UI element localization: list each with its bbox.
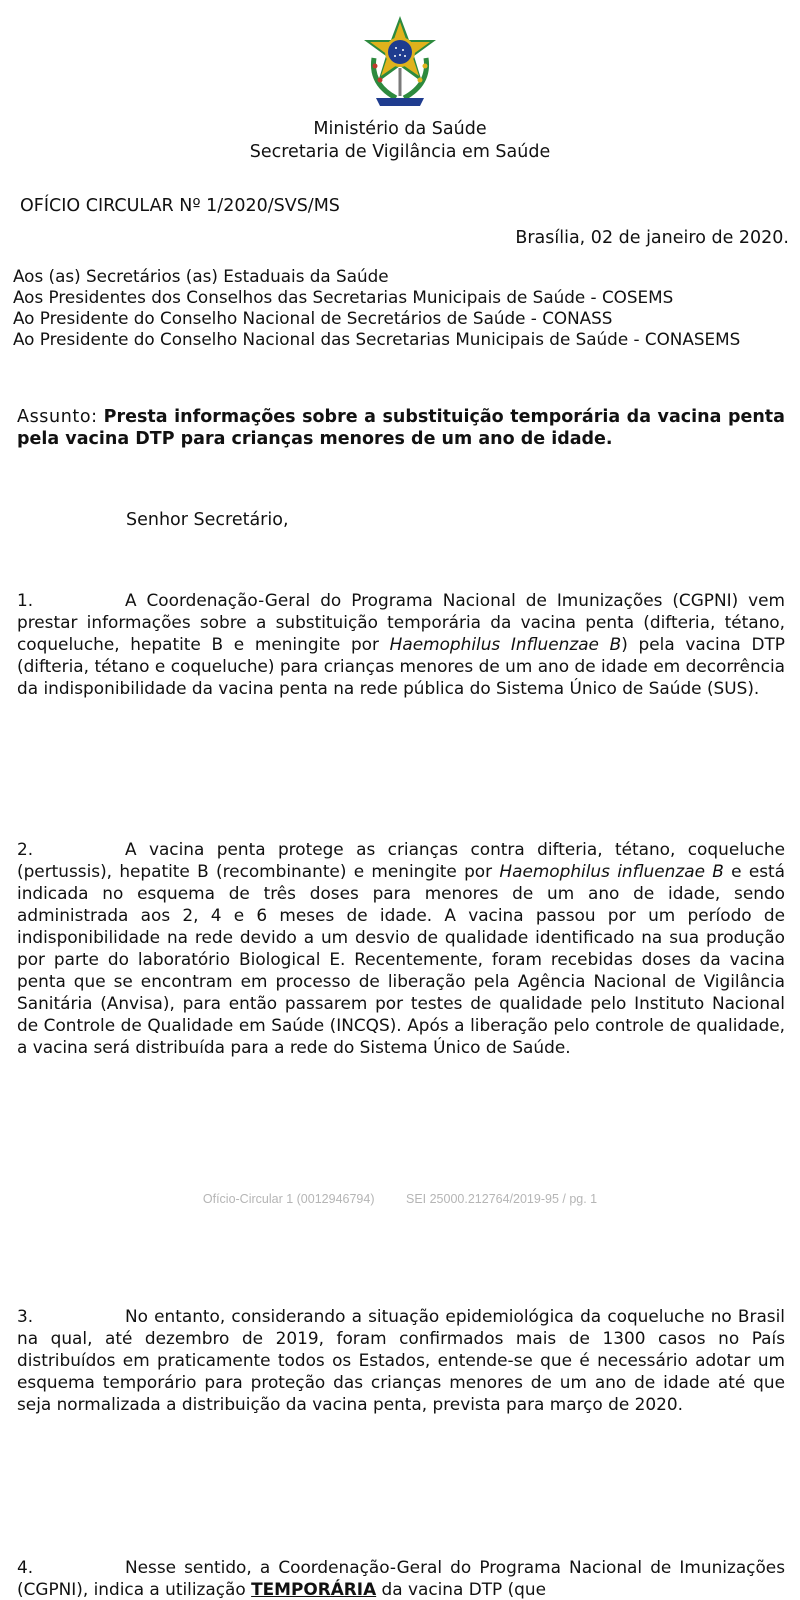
recipient-line: Ao Presidente do Conselho Nacional de Secretários de Saúde - CONASS: [13, 308, 613, 328]
subject-block: [17, 406, 785, 450]
paragraph-number: 2.: [17, 839, 34, 859]
paragraph-2: [17, 838, 785, 1058]
paragraph-4: [17, 1556, 785, 1600]
salutation: Senhor Secretário,: [126, 510, 289, 530]
coat-of-arms-icon: [360, 14, 440, 110]
paragraph-text: da vacina DTP (que: [376, 1579, 547, 1599]
paragraph-text: No entanto, considerando a situação epidemiológica da coqueluche no Brasil na qual, até dezembro de 2019, foram confirmados mais de 1300 casos no País distribuídos em praticamente todos os Estados, entende-se que é necessário adotar um esquema temporário para proteção das crianças menores de um ano de idade até que seja normalizada a distribuição da vacina penta, prevista para março de 2020.: [17, 1306, 785, 1414]
page-footer: [0, 1192, 800, 1206]
paragraph-number: 1.: [17, 590, 34, 610]
paragraph-text: Nesse sentido, a Coordenação-Geral do Programa Nacional de Imunizações (CGPNI), indica a utilização: [17, 1557, 785, 1599]
paragraph-text: A Coordenação-Geral do Programa Nacional de Imunizações (CGPNI) vem prestar informações sobre a substituição temporária da vacina penta (difteria, tétano, coqueluche, hepatite B e meningite por: [17, 590, 785, 654]
paragraph-italic: Haemophilus influenzae B: [499, 861, 724, 881]
letterhead: [0, 118, 800, 164]
highlight-text: TEMPORÁRIA: [251, 1579, 377, 1599]
subject-text: Presta informações sobre a substituição temporária da vacina penta pela vacina DTP para crianças menores de um ano de idade.: [17, 407, 785, 449]
recipients-list: [13, 266, 740, 350]
document-date: Brasília, 02 de janeiro de 2020.: [515, 228, 789, 248]
ministry-name: Ministério da Saúde: [313, 119, 487, 139]
paragraph-3: [17, 1305, 785, 1415]
recipient-line: Ao Presidente do Conselho Nacional das Secretarias Municipais de Saúde - CONASEMS: [13, 329, 741, 349]
footer-doc-ref: Ofício-Circular 1 (0012946794): [202, 1192, 375, 1206]
paragraph-text: ) pela vacina DTP (difteria, tétano e coqueluche) para crianças menores de um ano de idade em decorrência da indisponibilidade da vacina penta na rede pública do Sistema Único de Saúde (SUS).: [17, 634, 785, 698]
document-number: OFÍCIO CIRCULAR Nº 1/2020/SVS/MS: [20, 196, 340, 216]
paragraph-italic: Haemophilus Influenzae B: [389, 634, 622, 654]
paragraph-1: [17, 589, 785, 699]
subject-label: Assunto:: [17, 407, 98, 427]
paragraph-number: 4.: [17, 1557, 34, 1577]
paragraph-text: e está indicada no esquema de três doses para menores de um ano de idade, sendo administrada aos 2, 4 e 6 meses de idade. A vacina passou por um período de indisponibilidade na rede devido a um desvio de qualidade identificado na sua produção por parte do laboratório Biological E. Recentemente, foram recebidas doses da vacina penta que se encontram em processo de liberação pela Agência Nacional de Vigilância Sanitária (Anvisa), para então passarem por testes de qualidade pelo Instituto Nacional de Controle de Qualidade em Saúde (INCQS). Após a liberação pelo controle de qualidade, a vacina será distribuída para a rede do Sistema Único de Saúde.: [17, 861, 786, 1057]
secretariat-name: Secretaria de Vigilância em Saúde: [249, 142, 551, 162]
paragraph-text: A vacina penta protege as crianças contra difteria, tétano, coqueluche (pertussis), hepatite B (recombinante) e meningite por: [17, 839, 785, 881]
recipient-line: Aos (as) Secretários (as) Estaduais da Saúde: [13, 266, 389, 286]
footer-sei-ref: SEI 25000.212764/2019-95 / pg. 1: [405, 1192, 598, 1206]
recipient-line: Aos Presidentes dos Conselhos das Secretarias Municipais de Saúde - COSEMS: [13, 287, 674, 307]
paragraph-number: 3.: [17, 1306, 34, 1326]
